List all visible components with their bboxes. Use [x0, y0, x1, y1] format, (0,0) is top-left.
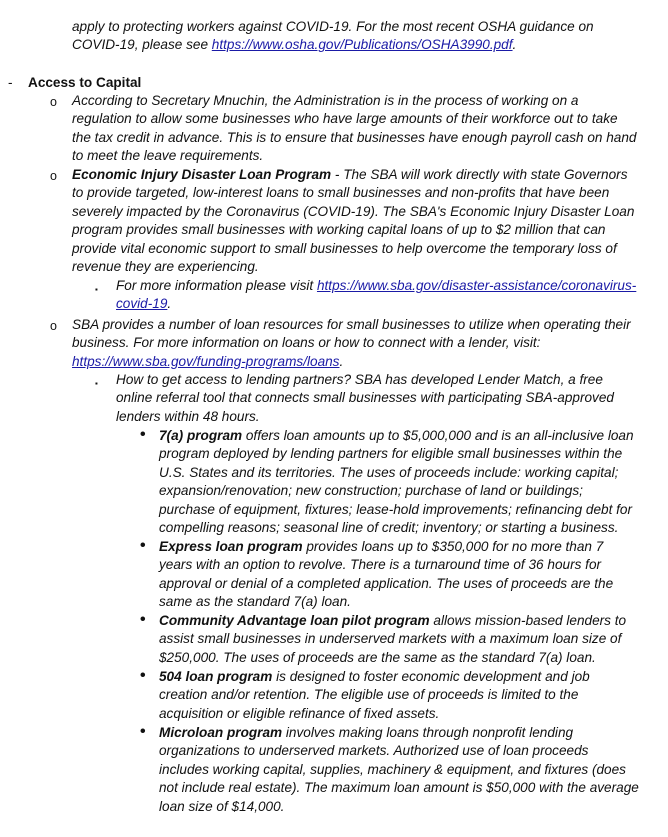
bullet-icon: •	[140, 426, 146, 443]
loan-program-item: Express loan program provides loans up to $350,000 for no more than 7 years with an option to revolve. There is a turnaround time of 36 hours for approval or denial of a completed application. The uses of proceeds are the same as the standard 7(a) loan.	[159, 539, 614, 610]
square-bullet-icon: ▪	[95, 285, 98, 294]
circle-bullet-icon: o	[50, 169, 57, 183]
list-item: According to Secretary Mnuchin, the Administration is in the process of working on a regulation to allow some businesses who have large amounts of their workforce out to take the tax credit in advance. This is to ensure that businesses have enough payroll cash on hand to meet the leave requirements.	[72, 93, 637, 164]
list-item: SBA provides a number of loan resources for small businesses to utilize when operating their business. For more information on loans or how to connect with a lender, visit: https://www.sba.gov/funding-programs/loans.	[72, 317, 631, 369]
bullet-icon: •	[140, 537, 146, 554]
section-heading: Access to Capital	[28, 75, 142, 90]
osha-guidance-link[interactable]: https://www.osha.gov/Publications/OSHA3990.pdf	[211, 37, 513, 53]
bullet-icon: •	[140, 667, 146, 684]
sba-loans-link[interactable]: https://www.sba.gov/funding-programs/loans	[72, 353, 340, 369]
circle-bullet-icon: o	[50, 95, 57, 109]
list-item: For more information please visit https://www.sba.gov/disaster-assistance/coronavirus-covid-19.	[116, 278, 637, 312]
loan-program-item: 504 loan program is designed to foster economic development and job creation and/or retention. The eligible use of proceeds is limited to the acquisition or eligible refinance of fixed assets.	[159, 669, 590, 721]
intro-paragraph: apply to protecting workers against COVID-19. For the most recent OSHA guidance on COVID-19, please see https://www.osha.gov/Publications/OSHA3990.pdf.	[72, 19, 594, 53]
sba-coronavirus-link[interactable]: https://www.sba.gov/disaster-assistance/coronavirus-covid-19	[116, 278, 637, 312]
eidl-program-name: Economic Injury Disaster Loan Program	[72, 167, 332, 182]
loan-program-item: Microloan program involves making loans through nonprofit lending organizations to underserved markets. Authorized use of loan proceeds includes working capital, supplies, machinery & equipment, and fixtures (does not include real estate). The maximum loan amount is $50,000 with the average loan size of $14,000.	[159, 725, 639, 814]
list-item: How to get access to lending partners? SBA has developed Lender Match, a free online referral tool that connects small businesses with participating SBA-approved lenders within 48 hours.	[116, 372, 614, 424]
bullet-icon: •	[140, 723, 146, 740]
bullet-icon: •	[140, 611, 146, 628]
loan-program-item: Community Advantage loan pilot program allows mission-based lenders to assist small businesses in underserved markets with a maximum loan size of $250,000. The uses of proceeds are the same as the standard 7(a) loan.	[159, 613, 627, 665]
loan-program-item: 7(a) program offers loan amounts up to $5,000,000 and is an all-inclusive loan program deployed by lending partners for eligible small businesses within the U.S. States and its territories. The uses of proceeds include: working capital; expansion/renovation; new construction; purchase of land or buildings; purchase of equipment, fixtures; lease-hold improvements; refinancing debt for compelling reasons; seasonal line of credit; inventory; or starting a business.	[159, 428, 634, 536]
circle-bullet-icon: o	[50, 319, 57, 333]
intro-text: apply to protecting workers against COVID-19. For the most recent OSHA guidance on COVID-19, please see	[72, 19, 594, 53]
square-bullet-icon: ▪	[95, 379, 98, 388]
list-item: Economic Injury Disaster Loan Program - The SBA will work directly with state Governors to provide targeted, low-interest loans to small businesses and non-profits that have been severely impacted by the Coronavirus (COVID-19). The SBA's Economic Injury Disaster Loan program provides small businesses with working capital loans of up to $2 million that can provide vital economic support to small businesses to help overcome the temporary loss of revenue they are experiencing.	[72, 167, 635, 275]
dash-marker: -	[8, 75, 13, 90]
